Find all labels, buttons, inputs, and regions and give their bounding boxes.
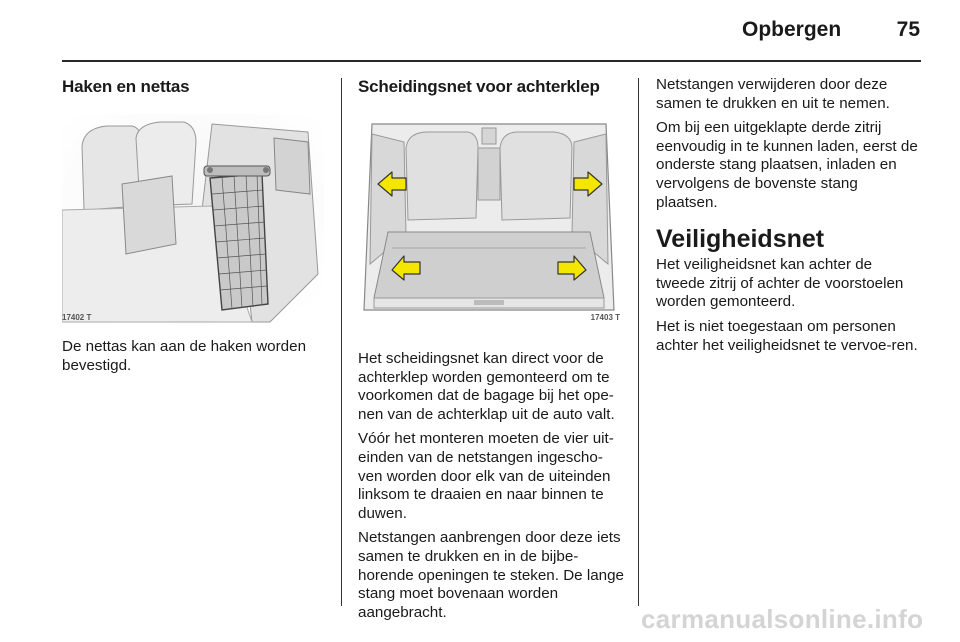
paragraph: De nettas kan aan de haken worden bevestigd. — [62, 338, 307, 374]
cargo-net-illustration — [62, 114, 324, 324]
paragraph: Om bij een uitgeklapte derde zitrij eenvoudig in te kunnen laden, eerst de onderste stang plaatsen, inladen en vervolgens de bovenste stang plaatsen. — [656, 119, 918, 211]
column-2 — [358, 76, 624, 628]
column-divider-1 — [341, 78, 342, 606]
page-number: 75 — [896, 18, 920, 41]
watermark: carmanualsonline.info — [641, 604, 924, 634]
partition-net-illustration — [358, 114, 620, 324]
paragraph: Vóór het monteren moeten de vier uit-einden van de netstangen ingescho-ven worden door elk van de uiteinden linksom te draaien en naar binnen te duwen. — [358, 430, 614, 522]
section-heading-haken: Haken en nettas — [62, 77, 190, 96]
section-heading-scheidingsnet: Scheidingsnet voor achterklep — [358, 77, 600, 96]
figure-code: 17403 T — [590, 313, 620, 322]
paragraph: Netstangen verwijderen door deze samen te drukken en uit te nemen. — [656, 76, 890, 112]
column-3 — [656, 76, 922, 361]
paragraph: Het veiligheidsnet kan achter de tweede zitrij of achter de voorstoelen worden gemonteerd. — [656, 256, 904, 311]
figure-code: 17402 T — [62, 313, 92, 322]
section-heading-veiligheidsnet: Veiligheidsnet — [656, 225, 825, 254]
column-divider-2 — [638, 78, 639, 606]
figure-partition-net — [358, 114, 620, 324]
paragraph: Het is niet toegestaan om personen achter het veiligheidsnet te vervoe-ren. — [656, 317, 918, 354]
page-title: Opbergen — [742, 18, 842, 41]
figure-cargo-net — [62, 114, 324, 324]
header-rule — [62, 60, 921, 62]
paragraph: Netstangen aanbrengen door deze iets samen te drukken en in de bijbe-horende openingen te steken. De lange stang moet bovenaan worden aangebracht. — [358, 529, 624, 621]
paragraph: Het scheidingsnet kan direct voor de achterklep worden gemonteerd om te voorkomen dat de bagage bij het ope-nen van de achterklap uit de auto valt. — [358, 350, 615, 423]
column-1 — [62, 76, 326, 381]
